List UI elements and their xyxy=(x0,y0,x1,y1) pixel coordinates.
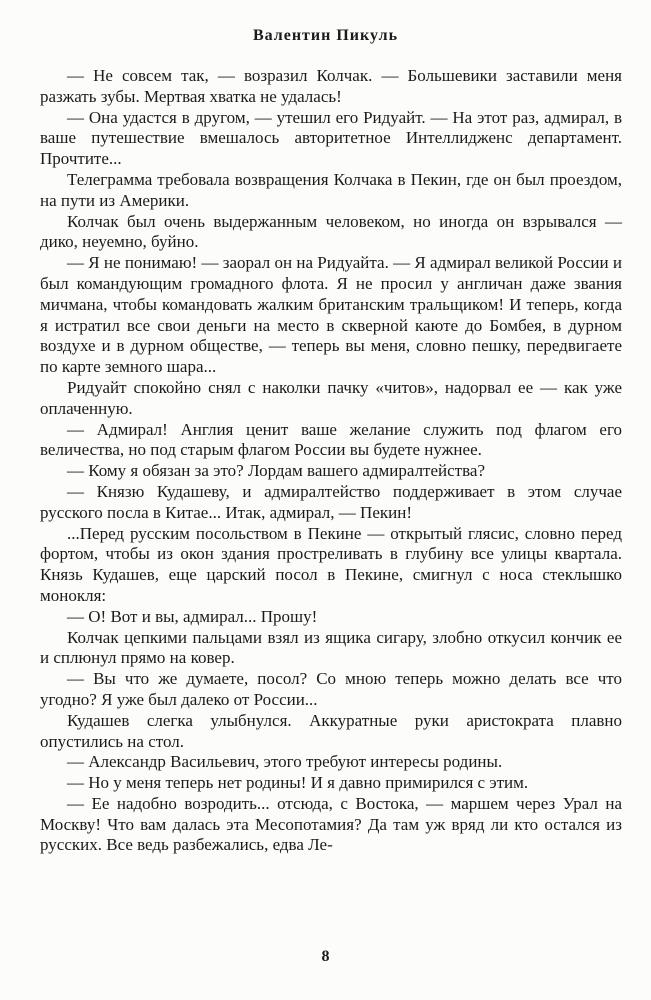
paragraph: Ридуайт спокойно снял с наколки пачку «читов», надорвал ее — как уже оплаченную. xyxy=(40,377,622,418)
paragraph: — Адмирал! Англия ценит ваше желание служить под флагом его величества, но под старым флагом России вы будете нужнее. xyxy=(40,419,622,460)
paragraph: Колчак был очень выдержанным человеком, но иногда он взрывался — дико, неуемно, буйно. xyxy=(40,211,622,252)
paragraph: — Не совсем так, — возразил Колчак. — Большевики заставили меня разжать зубы. Мертвая хватка не удалась! xyxy=(40,66,622,106)
paragraph: — Кому я обязан за это? Лордам вашего адмиралтейства? xyxy=(67,461,485,481)
paragraph: — Князю Кудашеву, и адмиралтейство поддерживает в этом случае русского посла в Китае... Итак, адмирал, — Пекин! xyxy=(40,481,622,522)
paragraph: — Она удастся в другом, — утешил его Ридуайт. — На этот раз, адмирал, в ваше путешествие вмешалось авторитетное Интеллидженс департамент. Прочтите... xyxy=(40,107,622,169)
paragraph: — О! Вот и вы, адмирал... Прошу! xyxy=(67,606,318,626)
paragraph: — Александр Васильевич, этого требуют интересы родины. xyxy=(67,752,503,772)
paragraph: — Ее надобно возродить... отсюда, с Востока, — маршем через Урал на Москву! Что вам далась эта Месопотамия? Да там уж вряд ли кто остался из русских. Все ведь разбежались, едва Ле- xyxy=(40,793,622,855)
page-number: 8 xyxy=(321,948,330,965)
paragraph: Колчак цепкими пальцами взял из ящика сигару, злобно откусил кончик ее и сплюнул прямо на ковер. xyxy=(40,627,622,668)
paragraph: — Вы что же думаете, посол? Со мною теперь можно делать все что угодно? Я уже был далеко от России... xyxy=(40,669,622,709)
paragraph: — Но у меня теперь нет родины! И я давно примирился с этим. xyxy=(67,773,529,793)
paragraph: Кудашев слегка улыбнулся. Аккуратные руки аристократа плавно опустились на стол. xyxy=(40,710,622,751)
paragraph: Телеграмма требовала возвращения Колчака в Пекин, где он был проездом, на пути из Америки. xyxy=(40,169,622,210)
paragraph: ...Перед русским посольством в Пекине — открытый глясис, словно перед фортом, чтобы из окон здания простреливать в глубину все улицы квартала. Князь Кудашев, еще царский посол в Пекине, смигнул с носа стеклышко монокля: xyxy=(40,523,622,605)
paragraph: — Я не понимаю! — заорал он на Ридуайта. — Я адмирал великой России и был командующим громадного флота. Я не просил у англичан даже звания мичмана, чтобы командовать жалким британским тральщиком! И теперь, когда я истратил все свои деньги на место в скверной каюте до Бомбея, в дурном воздухе и в дурном обществе, — теперь вы меня, словно пешку, передвигаете по карте земного шара... xyxy=(40,253,622,377)
page-body xyxy=(40,66,622,856)
running-header: Валентин Пикуль xyxy=(252,27,399,44)
